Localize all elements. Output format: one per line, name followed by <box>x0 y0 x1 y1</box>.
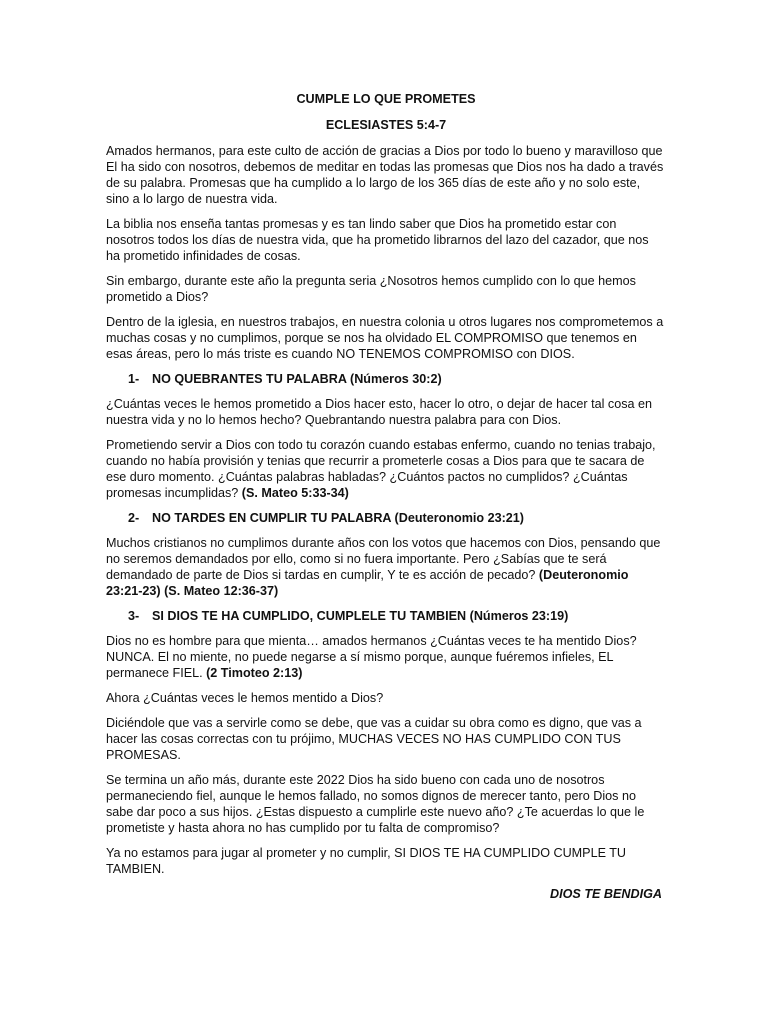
paragraph-promising <box>106 437 666 501</box>
section-number: 1- <box>128 372 140 386</box>
paragraph-commitment: Dentro de la iglesia, en nuestros trabajos, en nuestra colonia u otros lugares nos comprometemos a muchas cosas y no cumplimos, porque se nos ha olvidado EL COMPROMISO que tenemos en esas áreas, pero lo más triste es cuando NO TENEMOS COMPROMISO con DIOS. <box>106 315 664 361</box>
paragraph-year-end: Se termina un año más, durante este 2022 Dios ha sido bueno con cada uno de nosotros permaneciendo fiel, aunque le hemos fallado, no somos dignos de merecer tanto, pero Dios no sabe dar poco a sus hijos. ¿Estas dispuesto a cumplirle este nuevo año? ¿Te acuerdas lo que le prometiste y hasta ahora no has cumplido por tu falta de compromiso? <box>106 773 645 835</box>
section-heading-1 <box>128 371 666 387</box>
document-body <box>106 91 666 902</box>
paragraph-broken-word: ¿Cuántas veces le hemos prometido a Dios hacer esto, hacer lo otro, o dejar de hacer tal cosa en nuestra vida y no lo hemos hecho? Quebrantando nuestra palabra para con Dios. <box>106 397 653 427</box>
section-heading-text: NO TARDES EN CUMPLIR TU PALABRA (Deuteronomio 23:21) <box>152 511 524 525</box>
scripture-reference: (S. Mateo 5:33-34) <box>241 486 349 500</box>
paragraph-telling: Diciéndole que vas a servirle como se debe, que vas a cuidar su obra como es digno, que vas a hacer las cosas correctas con tu prójimo, MUCHAS VECES NO HAS CUMPLIDO CON TUS PROMESAS. <box>106 716 642 762</box>
section-heading-text: NO QUEBRANTES TU PALABRA (Números 30:2) <box>152 372 442 386</box>
paragraph-faithful <box>106 633 666 681</box>
paragraph-delay <box>106 535 666 599</box>
paragraph-closing: Ya no estamos para jugar al prometer y no cumplir, SI DIOS TE HA CUMPLIDO CUMPLE TU TAMBIEN. <box>106 846 627 876</box>
signature: DIOS TE BENDIGA <box>550 887 662 901</box>
document-title: CUMPLE LO QUE PROMETES <box>296 92 476 106</box>
scripture-reference: (Deuteronomio 23:21-23) (S. Mateo 12:36-37) <box>106 568 629 598</box>
paragraph-question: Sin embargo, durante este año la pregunta seria ¿Nosotros hemos cumplido con lo que hemos prometido a Dios? <box>106 274 636 304</box>
section-heading-2 <box>128 510 666 526</box>
document-subtitle: ECLESIASTES 5:4-7 <box>325 118 447 132</box>
paragraph-text: Prometiendo servir a Dios con todo tu corazón cuando estabas enfermo, cuando no tenias trabajo, cuando no había provisión y tenias que recurrir a prometerle cosas a Dios para que te sacara de ese duro momento. ¿Cuántas palabras habladas? ¿Cuántos pactos no cumplidos? ¿Cuántas promesas incumplidas? <box>106 438 656 500</box>
paragraph-lied: Ahora ¿Cuántas veces le hemos mentido a Dios? <box>106 691 384 705</box>
section-number: 2- <box>128 511 140 525</box>
paragraph-text: Dios no es hombre para que mienta… amados hermanos ¿Cuántas veces te ha mentido Dios? NUNCA. El no miente, no puede negarse a sí mismo porque, aunque fuéremos infieles, EL permanece FIEL. <box>106 634 637 680</box>
section-heading-text: SI DIOS TE HA CUMPLIDO, CUMPLELE TU TAMBIEN (Números 23:19) <box>152 609 569 623</box>
section-heading-3 <box>128 608 666 624</box>
paragraph-intro: Amados hermanos, para este culto de acción de gracias a Dios por todo lo bueno y maravilloso que El ha sido con nosotros, debemos de meditar en todas las promesas que Dios nos ha dado a través de su palabra. Promesas que ha cumplido a lo largo de los 365 días de este año y no solo este, sino a lo largo de nuestra vida. <box>106 144 664 206</box>
paragraph-promises: La biblia nos enseña tantas promesas y es tan lindo saber que Dios ha prometido estar con nosotros todos los días de nuestra vida, que ha prometido librarnos del lazo del cazador, que nos ha prometido infinidades de cosas. <box>106 217 649 263</box>
scripture-reference: (2 Timoteo 2:13) <box>206 666 303 680</box>
section-number: 3- <box>128 609 140 623</box>
paragraph-text: Muchos cristianos no cumplimos durante años con los votos que hacemos con Dios, pensando que no seremos demandados por ello, como si no fuera importante. Pero ¿Sabías que te será demandado de parte de Dios si tardas en cumplir, Y te es acción de pecado? <box>106 536 661 582</box>
